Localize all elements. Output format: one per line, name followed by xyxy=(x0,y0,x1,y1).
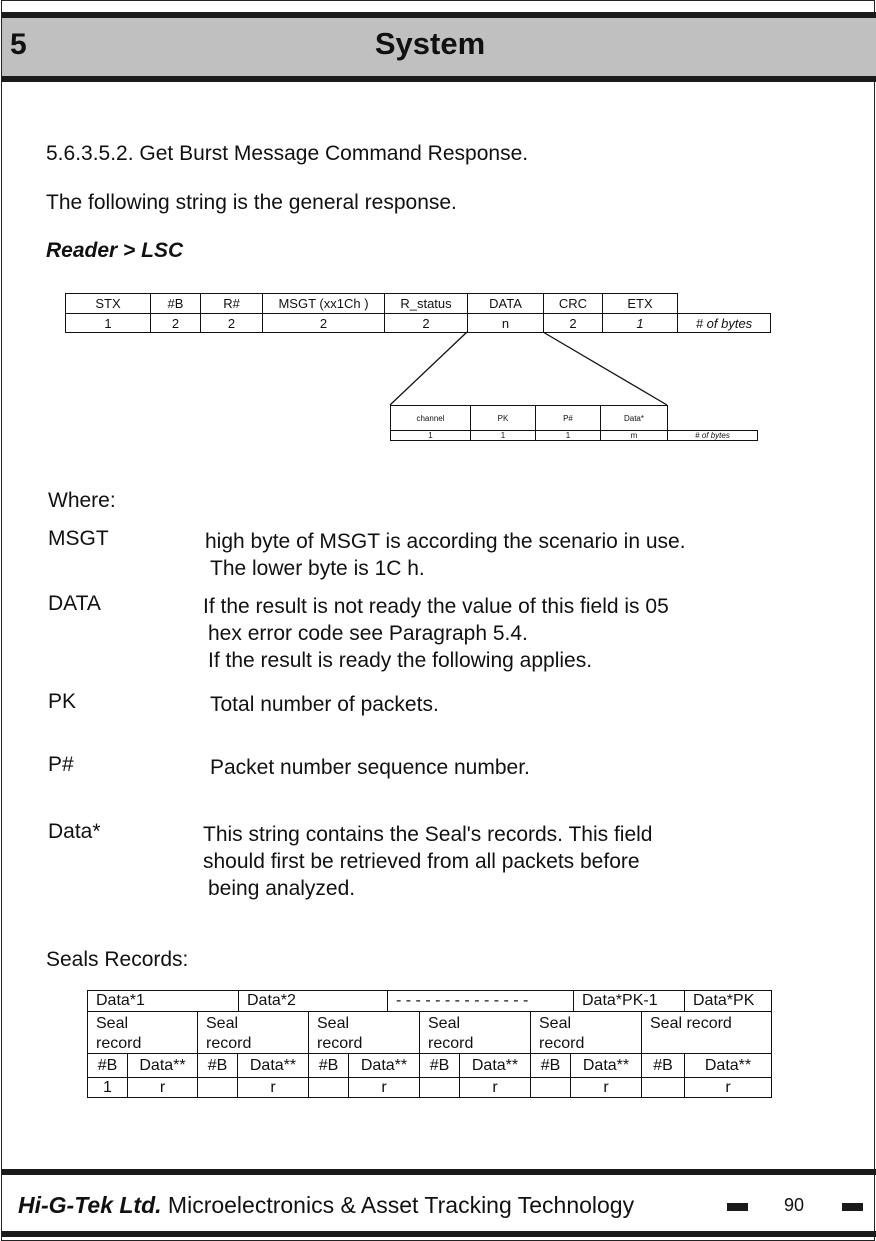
data-bytes-cell: 1 xyxy=(390,430,471,441)
seal-field-cell: Data** xyxy=(127,1053,198,1078)
definition-text: being analyzed. xyxy=(208,877,356,900)
frame-bytes-cell: n xyxy=(467,313,544,333)
seal-field-cell: Data** xyxy=(570,1053,642,1078)
seals-label: Seals Records: xyxy=(46,948,189,971)
data-bytes-cell: # of bytes xyxy=(667,430,758,441)
definition-text: Total number of packets. xyxy=(210,693,439,716)
definition-text: hex error code see Paragraph 5.4. xyxy=(208,622,528,645)
footer-rule-bottom xyxy=(2,1231,876,1237)
company-tagline: Microelectronics & Asset Tracking Technology xyxy=(167,1192,635,1218)
definition-text: If the result is ready the following applies. xyxy=(208,649,593,672)
seal-field-cell: #B xyxy=(87,1053,128,1078)
seal-field-cell: Data** xyxy=(684,1053,772,1078)
seal-record-cell: Seal record xyxy=(641,1011,772,1054)
seal-record-cell: Seal record xyxy=(308,1011,420,1054)
seal-size-cell: r xyxy=(570,1077,642,1098)
seal-field-cell: #B xyxy=(197,1053,238,1078)
data-header-cell: Data* xyxy=(600,405,668,431)
seal-size-cell: r xyxy=(684,1077,772,1098)
seal-field-cell: Data** xyxy=(237,1053,309,1078)
seal-field-cell: Data** xyxy=(459,1053,531,1078)
frame-bytes-cell: # of bytes xyxy=(677,313,771,333)
seal-record-cell: Seal record xyxy=(87,1011,198,1054)
definition-text: high byte of MSGT is according the scenario in use. xyxy=(205,530,686,553)
footer-rule-top xyxy=(2,1169,876,1175)
seals-data-cell: Data*PK xyxy=(684,990,772,1012)
frame-header-cell: R_status xyxy=(384,293,468,314)
frame-bytes-cell: 2 xyxy=(384,313,468,333)
definition-text: should first be retrieved from all packets before xyxy=(203,850,640,873)
seal-field-cell: #B xyxy=(419,1053,460,1078)
seals-data-cell: Data*1 xyxy=(87,990,239,1012)
chapter-number: 5 xyxy=(10,28,27,61)
seal-record-cell: Seal record xyxy=(530,1011,642,1054)
frame-bytes-cell: 1 xyxy=(65,313,151,333)
seals-data-cell: - - - - - - - - - - - - - - xyxy=(387,990,574,1012)
footer-text xyxy=(18,1192,634,1219)
seal-field-cell: #B xyxy=(308,1053,349,1078)
definition-term: PK xyxy=(48,690,77,713)
data-header-cell: PK xyxy=(470,405,536,431)
definition-text: This string contains the Seal's records. This field xyxy=(203,823,653,846)
seal-size-cell: r xyxy=(348,1077,420,1098)
chapter-title: System xyxy=(374,26,486,61)
page-number: 90 xyxy=(784,1195,805,1215)
data-header-cell: channel xyxy=(390,405,471,431)
section-title: 5.6.3.5.2. Get Burst Message Command Response. xyxy=(46,142,529,165)
seal-size-cell: r xyxy=(127,1077,198,1098)
definition-term: P# xyxy=(48,753,74,776)
frame-header-cell: ETX xyxy=(602,293,678,314)
frame-header-cell: STX xyxy=(65,293,151,314)
definition-text: The lower byte is 1C h. xyxy=(210,557,425,580)
frame-bytes-cell: 2 xyxy=(200,313,263,333)
data-bytes-cell: m xyxy=(600,430,668,441)
definition-text: Packet number sequence number. xyxy=(210,756,530,779)
seals-data-cell: Data*2 xyxy=(238,990,388,1012)
seal-field-cell: #B xyxy=(641,1053,685,1078)
seal-record-cell: Seal record xyxy=(419,1011,531,1054)
where-label: Where: xyxy=(48,489,116,512)
seals-data-cell: Data*PK-1 xyxy=(573,990,685,1012)
definition-term: MSGT xyxy=(48,527,109,550)
intro-text: The following string is the general response. xyxy=(46,191,457,214)
frame-bytes-cell: 2 xyxy=(150,313,201,333)
frame-header-cell: CRC xyxy=(543,293,603,314)
definition-term: DATA xyxy=(48,592,101,615)
definition-term: Data* xyxy=(48,820,101,843)
seal-field-cell: Data** xyxy=(348,1053,420,1078)
frame-bytes-cell: 2 xyxy=(262,313,385,333)
frame-bytes-cell: 2 xyxy=(543,313,603,333)
frame-bytes-cell: 1 xyxy=(602,313,678,333)
frame-header-cell: DATA xyxy=(467,293,544,314)
seal-size-cell: 1 xyxy=(87,1077,128,1098)
footer-marker-right xyxy=(842,1203,863,1211)
seal-field-cell: #B xyxy=(530,1053,571,1078)
definition-text: If the result is not ready the value of this field is 05 xyxy=(203,595,669,618)
seal-record-cell: Seal record xyxy=(197,1011,309,1054)
company-name: Hi-G-Tek Ltd. xyxy=(18,1192,162,1218)
data-bytes-cell: 1 xyxy=(470,430,536,441)
frame-header-cell: #B xyxy=(150,293,201,314)
data-header-cell: P# xyxy=(535,405,601,431)
direction-label: Reader > LSC xyxy=(46,239,184,262)
frame-header-cell: R# xyxy=(200,293,263,314)
data-bytes-cell: 1 xyxy=(535,430,601,441)
seal-size-cell: r xyxy=(459,1077,531,1098)
footer-marker-left xyxy=(727,1203,748,1211)
frame-header-cell: MSGT (xx1Ch ) xyxy=(262,293,385,314)
seal-size-cell: r xyxy=(237,1077,309,1098)
